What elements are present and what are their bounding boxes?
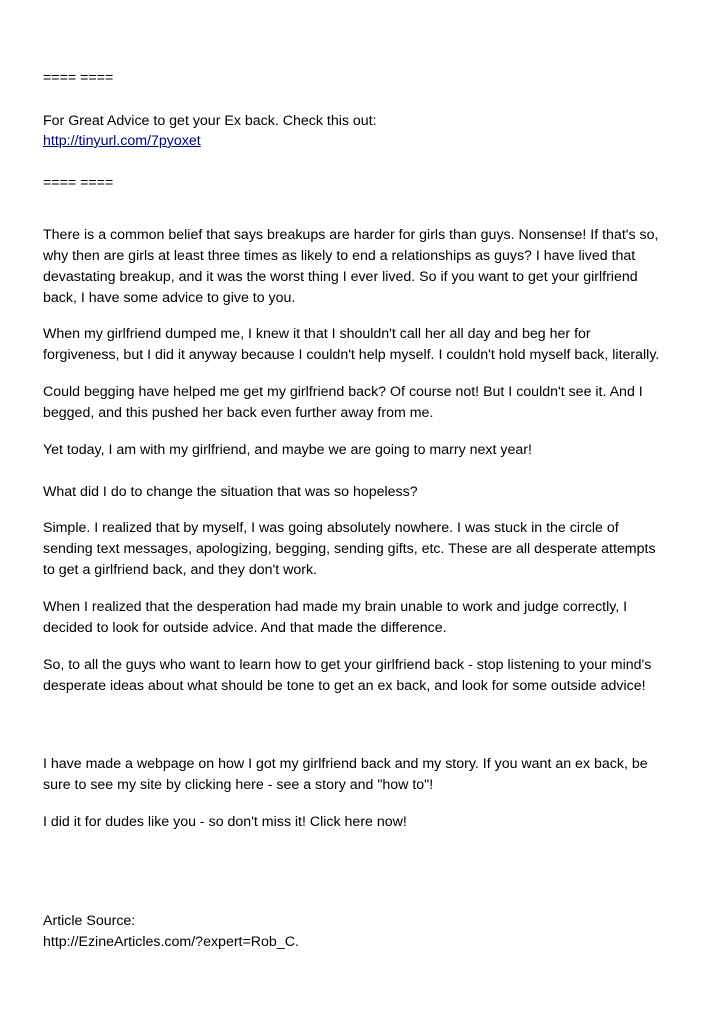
separator-top: ==== ==== — [43, 70, 114, 86]
paragraph-line: back, I have some advice to give to you. — [43, 290, 296, 306]
paragraph-line: I have made a webpage on how I got my girlfriend back and my story. If you want an ex back, be — [43, 756, 648, 772]
paragraph-line: When my girlfriend dumped me, I knew it that I shouldn't call her all day and beg her for — [43, 326, 591, 342]
paragraph-line: begged, and this pushed her back even further away from me. — [43, 405, 434, 421]
paragraph-line: desperate ideas about what should be tone to get an ex back, and look for some outside advice! — [43, 678, 646, 694]
paragraph-line: devastating breakup, and it was the worst thing I ever lived. So if you want to get your girlfriend — [43, 269, 638, 285]
paragraph-line: sure to see my site by clicking here - see a story and "how to"! — [43, 777, 434, 793]
separator-bottom: ==== ==== — [43, 175, 114, 191]
paragraph-line: When I realized that the desperation had made my brain unable to work and judge correctly, I — [43, 599, 628, 615]
paragraph-line: Could begging have helped me get my girlfriend back? Of course not! But I couldn't see it. And I — [43, 384, 643, 400]
paragraph-line: forgiveness, but I did it anyway because I couldn't help myself. I couldn't hold myself back, literally. — [43, 347, 660, 363]
paragraph-line: Simple. I realized that by myself, I was going absolutely nowhere. I was stuck in the circle of — [43, 520, 619, 536]
paragraph-line: What did I do to change the situation that was so hopeless? — [43, 484, 418, 500]
paragraph-line: decided to look for outside advice. And that made the difference. — [43, 620, 447, 636]
promo-link[interactable]: http://tinyurl.com/7pyoxet — [43, 133, 201, 149]
paragraph-line: So, to all the guys who want to learn how to get your girlfriend back - stop listening to your mind's — [43, 657, 652, 673]
paragraph-line: why then are girls at least three times as likely to end a relationships as guys? I have lived that — [43, 248, 636, 264]
paragraph-line: sending text messages, apologizing, begging, sending gifts, etc. These are all desperate attempts — [43, 541, 656, 557]
article-source-url: http://EzineArticles.com/?expert=Rob_C. — [43, 934, 299, 950]
paragraph-line: Yet today, I am with my girlfriend, and maybe we are going to marry next year! — [43, 442, 532, 458]
promo-text: For Great Advice to get your Ex back. Check this out: — [43, 113, 377, 129]
paragraph-line: There is a common belief that says breakups are harder for girls than guys. Nonsense! If that's so, — [43, 227, 659, 243]
article-source-label: Article Source: — [43, 913, 136, 929]
paragraph-line: I did it for dudes like you - so don't miss it! Click here now! — [43, 814, 407, 830]
paragraph-line: to get a girlfriend back, and they don't work. — [43, 562, 318, 578]
